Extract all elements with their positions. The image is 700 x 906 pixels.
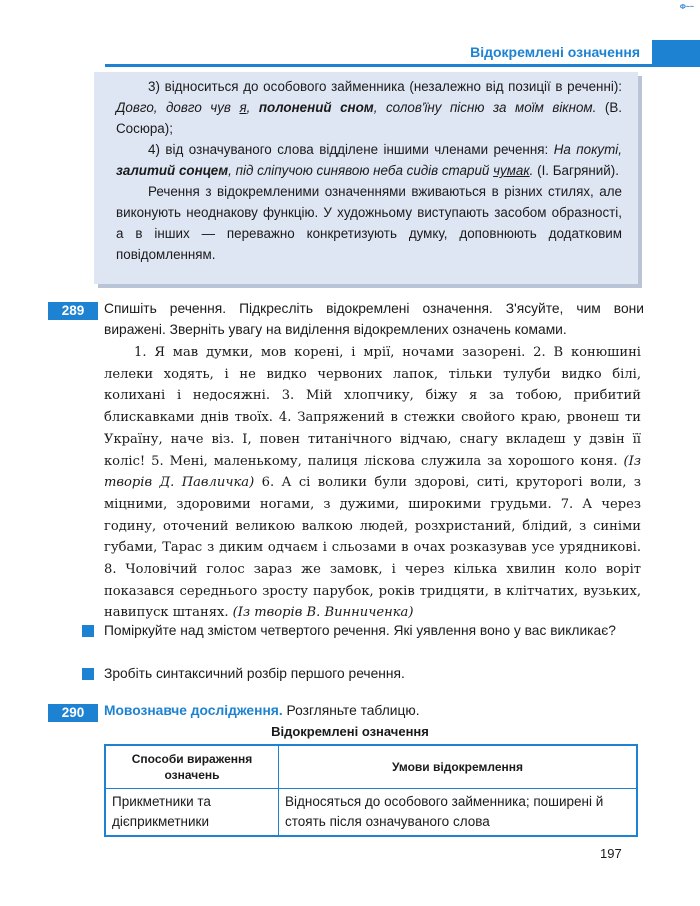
text-run: Довго, довго чув xyxy=(116,100,240,115)
table-title: Відокремлені означення xyxy=(271,724,429,739)
running-header xyxy=(105,40,700,67)
text-run: полонений сном xyxy=(258,100,374,115)
rule-paragraph-3 xyxy=(116,76,622,139)
rule-box xyxy=(94,72,638,284)
source-pavlychko: (Із творів Д. Павличка) xyxy=(104,453,641,491)
rule-paragraph-summary: Речення з відокремленими означеннями вживаються в різних стилях, але виконують неоднакову функцію. У художньому виступають засобом образності, а в інших — переважно конкретизують думку, доповнюють додатковим повідомленням. xyxy=(116,184,622,262)
page-number: 197 xyxy=(600,846,622,861)
text-run: я xyxy=(239,100,247,115)
question-1: Поміркуйте над змістом четвертого речення. Які уявлення воно у вас викликає? xyxy=(104,623,616,638)
text-run: , солов'їну пісню за моїм вікном. xyxy=(373,100,597,115)
table-cell: Прикметники та дієприкметники xyxy=(105,789,279,837)
text-run: чумак xyxy=(493,163,530,178)
rules-table xyxy=(104,744,638,837)
text-run: 4) від означуваного слова відділене іншими членами речення: xyxy=(148,142,554,157)
question-2: Зробіть синтаксичний розбір першого речення. xyxy=(104,666,405,681)
text-run: (І. Багряний). xyxy=(533,163,619,178)
sentences-part-2: 6. А сі волики були здорові, ситі, круторогі воли, з міцними, здоровими ногами, з дужими, широкими грудьми. 7. А через годину, оточений великою валкою людей, розхристаний, блідий, з синіми губами, Тарас з диким одчаєм і сльозами в очах розказував усе урядникові. 8. Чоловічий голос зараз же замовк, і через кілька хвилин коло воріт показався середнього зросту парубок, років тридцяти, в клітчатих, вузьких, навипуск штанях. xyxy=(104,475,641,621)
publisher-logo: Ф~~ xyxy=(679,4,694,11)
exercise-289-sentences xyxy=(104,342,641,624)
column-header-means: Способи вираження означень xyxy=(105,745,279,789)
header-accent-block xyxy=(652,40,700,64)
exercise-number-290: 290 xyxy=(48,704,98,722)
square-bullet-icon xyxy=(82,625,94,637)
sentences-part-1: 1. Я мав думки, мов корені, і мрії, ночами зазорені. 2. В конюшині лелеки ходять, і не видко червоних лапок, тільки тулуби видко білі, колихані і недосяжні. 3. Мій хлопчику, біжу я за тобою, прибитий блискавками днів твоїх. 4. Запряжений в стежки свойого краю, рвонеш ти Україну, наче віз. І, повен титанічного відчаю, снагу вкладеш у дзвін її коліс! 5. Мені, маленькому, палиця ліскова служила за хорошого коня. xyxy=(104,345,641,469)
text-run: 3) відноситься до особового займенника (незалежно від позиції в реченні): xyxy=(148,79,622,94)
exercise-290-task xyxy=(104,700,644,721)
exercise-number-289: 289 xyxy=(48,302,98,320)
column-header-conditions: Умови відокремлення xyxy=(279,745,638,789)
text-run: , під сліпучою синявою неба сидів старий xyxy=(228,163,494,178)
table-row xyxy=(105,789,637,837)
exercise-289-task: Спишіть речення. Підкресліть відокремлені означення. З'ясуйте, чим вони виражені. Зверніть увагу на виділення відокремлених означень комами. xyxy=(104,301,644,337)
text-run: залитий сонцем xyxy=(116,163,229,178)
exercise-290-instruction: Розгляньте таблицю. xyxy=(282,703,420,718)
text-run: , xyxy=(246,100,259,115)
text-run: . xyxy=(529,163,534,178)
square-bullet-icon xyxy=(82,668,94,680)
section-title: Відокремлені означення xyxy=(470,44,640,60)
source-vynnychenko: (Із творів В. Винниченка) xyxy=(232,605,414,621)
study-label: Мовознавче дослідження. xyxy=(104,703,283,718)
table-cell: Відносяться до особового займенника; поширені й стоять після означуваного слова xyxy=(279,789,638,837)
rule-paragraph-4 xyxy=(116,139,622,181)
text-run: На покуті, xyxy=(553,142,622,157)
table-header-row xyxy=(105,745,637,789)
text-run: (В. Сосюра); xyxy=(116,100,622,136)
